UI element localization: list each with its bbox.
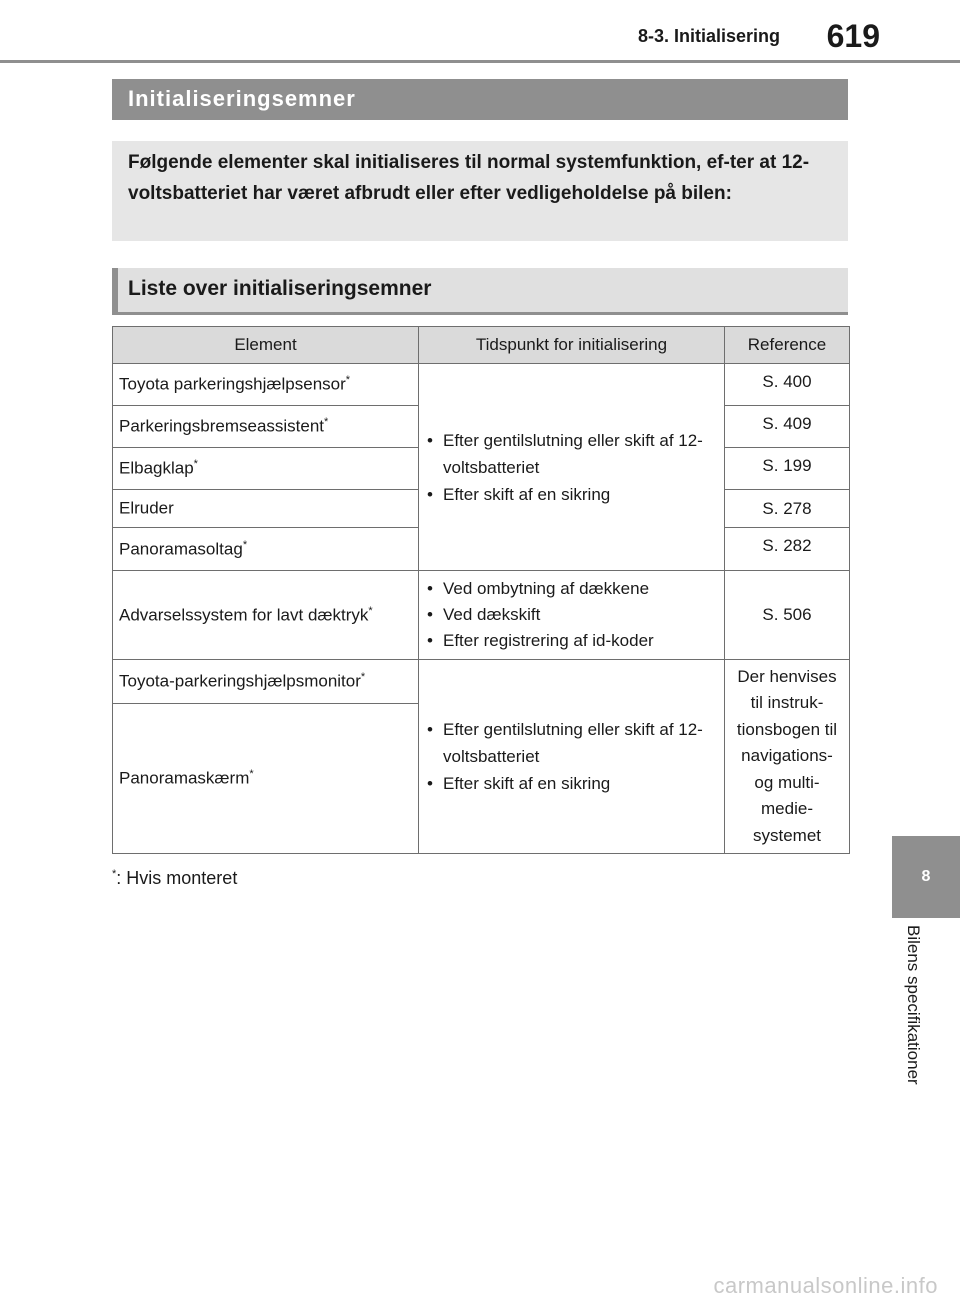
reference-cell: S. 506 (725, 571, 850, 660)
column-header-reference: Reference (725, 327, 850, 364)
reference-note-line: Der henvises (737, 666, 837, 686)
reference-cell: S. 278 (725, 490, 850, 528)
reference-note-line: tionsbogen til (736, 719, 838, 739)
watermark: carmanualsonline.info (713, 1273, 938, 1298)
timing-list (425, 716, 718, 797)
timing-list (425, 427, 718, 508)
table-row (113, 364, 850, 406)
reference-note-line: systemet (752, 825, 822, 845)
element-cell: Panoramaskærm* (113, 704, 419, 854)
timing-cell (419, 364, 725, 571)
intro-text: Følgende elementer skal initialiseres til normal systemfunktion, ef-ter at 12-voltsbatteriet har været afbrudt eller efter vedligeholdelse på bilen: (128, 152, 810, 204)
list-item: • Efter skift af en sikring (425, 481, 718, 508)
reference-note-line: og multi- (754, 772, 820, 792)
reference-note-line: navigations- (741, 746, 833, 766)
page-number: 619 (826, 18, 880, 54)
footnote: *: Hvis monteret (112, 868, 238, 888)
chapter-tab (892, 836, 960, 918)
timing-list (425, 576, 718, 654)
column-header-timing: Tidspunkt for initialisering (419, 327, 725, 364)
reference-cell: S. 282 (725, 528, 850, 571)
element-cell: Panoramasoltag* (113, 528, 419, 571)
element-cell: Elbagklap* (113, 448, 419, 490)
table-row (113, 660, 850, 704)
list-item: • Efter registrering af id-koder (425, 628, 718, 654)
column-header-element: Element (113, 327, 419, 364)
reference-cell: S. 400 (725, 364, 850, 406)
page-title: Initialiseringsemner (128, 86, 356, 111)
timing-cell (419, 571, 725, 660)
list-item: • Ved dækskift (425, 602, 718, 628)
list-item: • Ved ombytning af dækkene (425, 576, 718, 602)
reference-cell: S. 409 (725, 406, 850, 448)
reference-note-line: til instruk- (750, 693, 824, 713)
list-item: • Efter gentilslutning eller skift af 12-voltsbatteriet (425, 716, 718, 770)
subheading-bar (112, 268, 848, 315)
element-cell: Parkeringsbremseassistent* (113, 406, 419, 448)
timing-cell (419, 660, 725, 854)
element-cell: Toyota parkeringshjælpsensor* (113, 364, 419, 406)
section-header: 8-3. Initialisering (637, 26, 780, 46)
initialization-table (112, 326, 850, 854)
reference-note-cell (725, 660, 850, 854)
title-bar (112, 79, 848, 120)
reference-note-line: medie- (761, 799, 813, 819)
list-item: • Efter gentilslutning eller skift af 12-voltsbatteriet (425, 427, 718, 481)
subheading: Liste over initialiseringsemner (128, 277, 432, 300)
list-item: • Efter skift af en sikring (425, 770, 718, 797)
element-cell: Advarselssystem for lavt dæktryk* (113, 571, 419, 660)
table-header-row (113, 327, 850, 364)
element-cell: Elruder (113, 490, 419, 528)
header-rule (0, 60, 960, 63)
subheading-accent (112, 268, 118, 312)
chapter-label: Bilens specifikationer (904, 925, 923, 1085)
chapter-number: 8 (921, 868, 931, 885)
intro-box (112, 141, 848, 241)
reference-cell: S. 199 (725, 448, 850, 490)
element-cell: Toyota-parkeringshjælpsmonitor* (113, 660, 419, 704)
table-row (113, 571, 850, 660)
